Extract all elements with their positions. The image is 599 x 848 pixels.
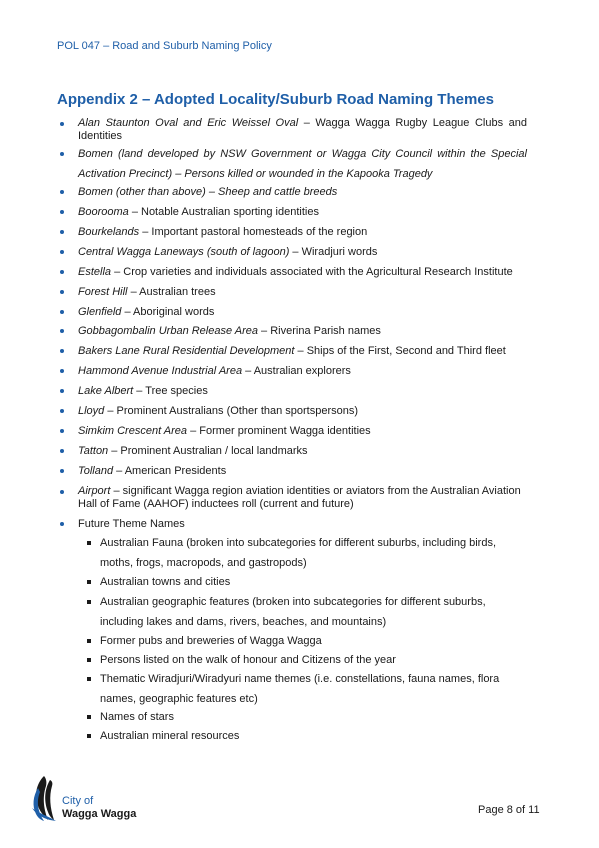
bullet-icon [60, 270, 64, 274]
sub-list-item [100, 650, 510, 670]
sub-item-text: Australian towns and cities [100, 576, 231, 588]
theme-description: Tree species [145, 385, 208, 397]
theme-name: Lake Albert [78, 385, 134, 397]
page-title: Appendix 2 – Adopted Locality/Suburb Road Naming Themes [57, 91, 494, 108]
sub-list-item [100, 533, 510, 573]
bullet-icon [60, 429, 64, 433]
list-item [78, 381, 527, 401]
square-bullet-icon [87, 639, 91, 643]
sub-item-text: Former pubs and breweries of Wagga Wagga [100, 635, 322, 647]
theme-name: Bourkelands [78, 226, 140, 238]
list-item [78, 461, 527, 481]
separator: – [257, 325, 271, 337]
list-item-future [78, 514, 527, 534]
list-item [78, 321, 527, 341]
sub-list-item [100, 631, 510, 651]
separator: – [110, 485, 123, 497]
page-header: POL 047 – Road and Suburb Naming Policy [57, 40, 272, 52]
list-item [78, 202, 527, 222]
separator: – [139, 226, 152, 238]
separator: – [242, 365, 254, 377]
bullet-icon [60, 230, 64, 234]
bullet-icon [60, 310, 64, 314]
theme-name: Forest Hill [78, 286, 128, 298]
sub-list-item [100, 726, 510, 746]
theme-description: Wagga Wagga Rugby League Clubs and Identities [78, 117, 527, 142]
separator: – [289, 246, 302, 258]
square-bullet-icon [87, 580, 91, 584]
separator: – [121, 306, 134, 318]
sub-item-text: Persons listed on the walk of honour and Citizens of the year [100, 654, 396, 666]
separator: – [298, 117, 316, 129]
sub-list-item [100, 592, 510, 632]
bullet-icon [60, 522, 64, 526]
list-item [78, 361, 527, 381]
theme-description: Former prominent Wagga identities [199, 425, 371, 437]
theme-name: Bakers Lane Rural Residential Development [78, 345, 295, 357]
separator: – [133, 385, 146, 397]
sub-list-item [100, 707, 510, 727]
bullet-icon [60, 329, 64, 333]
square-bullet-icon [87, 541, 91, 545]
theme-description: Crop varieties and individuals associated with the Agricultural Research Institute [123, 266, 513, 278]
theme-name: Central Wagga Laneways (south of lagoon) [78, 246, 290, 258]
city-logo [30, 774, 170, 824]
list-item [78, 282, 527, 302]
list-item [78, 242, 527, 262]
bullet-icon [60, 409, 64, 413]
theme-description: Prominent Australian / local landmarks [120, 445, 308, 457]
theme-name: Simkim Crescent Area [78, 425, 188, 437]
square-bullet-icon [87, 658, 91, 662]
list-item [78, 222, 527, 242]
square-bullet-icon [87, 600, 91, 604]
list-item [78, 302, 527, 322]
logo-text-line2: Wagga Wagga [62, 808, 137, 820]
list-item [78, 401, 527, 421]
list-item [78, 144, 527, 184]
city-logo-icon [30, 774, 58, 822]
bullet-icon [60, 490, 64, 494]
theme-description: Ships of the First, Second and Third fleet [306, 345, 506, 357]
bullet-icon [60, 349, 64, 353]
theme-description: Notable Australian sporting identities [141, 206, 319, 218]
bullet-icon [60, 469, 64, 473]
theme-description: Aboriginal words [133, 306, 215, 318]
square-bullet-icon [87, 715, 91, 719]
sub-list-item [100, 572, 510, 592]
theme-name: Glenfield [78, 306, 122, 318]
theme-description: Prominent Australians (Other than sportspersons) [116, 405, 359, 417]
list-item [78, 421, 527, 441]
theme-description: Australian explorers [253, 365, 351, 377]
separator: – [108, 445, 121, 457]
list-item [78, 485, 527, 511]
sub-item-text: Australian mineral resources [100, 730, 240, 742]
separator: – [294, 345, 307, 357]
theme-name: Hammond Avenue Industrial Area [78, 365, 243, 377]
bullet-icon [60, 290, 64, 294]
bullet-icon [60, 449, 64, 453]
bullet-icon [60, 122, 64, 126]
theme-name: Alan Staunton Oval and Eric Weissel Oval [78, 117, 299, 129]
logo-text-line1: City of [62, 795, 94, 807]
bullet-icon [60, 250, 64, 254]
separator: – [104, 405, 117, 417]
list-item [78, 182, 527, 202]
square-bullet-icon [87, 734, 91, 738]
theme-description: Wiradjuri words [301, 246, 378, 258]
theme-description: Important pastoral homesteads of the region [151, 226, 368, 238]
future-label: Future Theme Names [78, 518, 185, 530]
sub-item-text: Names of stars [100, 711, 174, 723]
square-bullet-icon [87, 677, 91, 681]
theme-name: Gobbagombalin Urban Release Area [78, 325, 258, 337]
sub-item-text: Australian Fauna (broken into subcategories for different suburbs, including birds, moths, frogs, macropods, and gastropods) [100, 537, 497, 569]
theme-name: Bomen (other than above) – Sheep and cattle breeds [78, 186, 338, 198]
bullet-icon [60, 389, 64, 393]
theme-description: Riverina Parish names [270, 325, 381, 337]
separator: – [111, 266, 124, 278]
separator: – [127, 286, 140, 298]
separator: – [113, 465, 125, 477]
theme-description: Australian trees [139, 286, 216, 298]
bullet-icon [60, 152, 64, 156]
bullet-icon [60, 190, 64, 194]
sub-list-item [100, 669, 510, 709]
sub-item-text: Thematic Wiradjuri/Wiradyuri name themes (i.e. constellations, fauna names, flora names, geographic features etc) [100, 673, 500, 705]
theme-name: Bomen (land developed by NSW Government or Wagga City Council within the Special Activation Precinct) – Persons killed or wounded in the Kapooka Tragedy [78, 148, 527, 180]
list-item [78, 341, 527, 361]
theme-name: Lloyd [78, 405, 105, 417]
sub-item-text: Australian geographic features (broken into subcategories for different suburbs, including lakes and dams, rivers, beaches, and mountains) [100, 596, 486, 628]
list-item [78, 262, 527, 282]
list-item [78, 117, 527, 143]
bullet-icon [60, 210, 64, 214]
separator: – [187, 425, 200, 437]
list-item [78, 441, 527, 461]
bullet-icon [60, 369, 64, 373]
theme-name: Airport [78, 485, 111, 497]
separator: – [128, 206, 141, 218]
theme-description: American Presidents [124, 465, 227, 477]
page-number: Page 8 of 11 [478, 804, 540, 816]
theme-name: Tatton [78, 445, 109, 457]
theme-name: Tolland [78, 465, 114, 477]
theme-name: Boorooma [78, 206, 129, 218]
theme-description: significant Wagga region aviation identities or aviators from the Australian Aviation Hall of Fame (AAHOF) inductees roll (current and future) [78, 485, 521, 510]
theme-name: Estella [78, 266, 112, 278]
